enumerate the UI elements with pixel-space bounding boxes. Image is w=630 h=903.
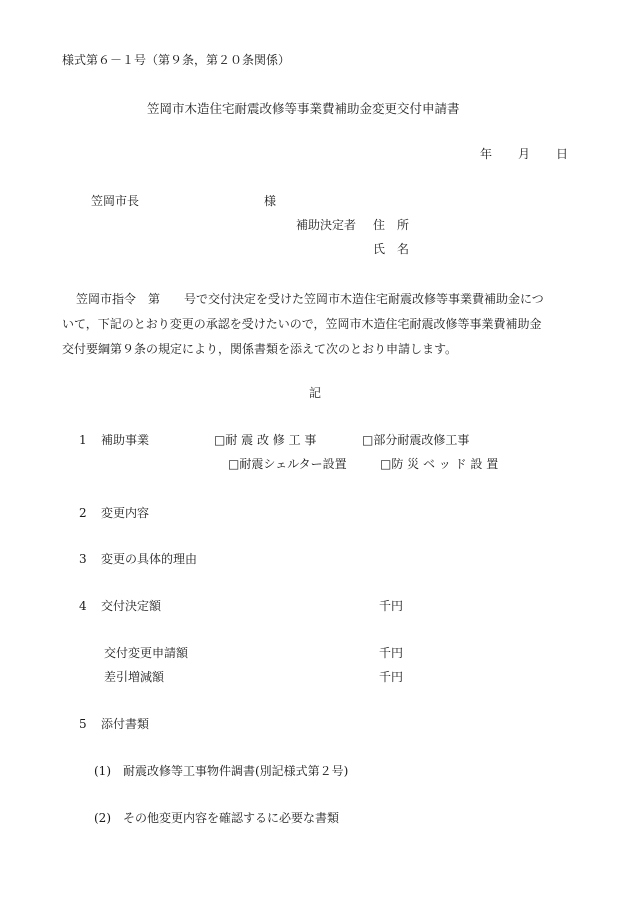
body-line-3: 交付要綱第９条の規定により，関係書類を添えて次のとおり申請します。 <box>62 342 458 356</box>
body-line-2: いて，下記のとおり変更の承認を受けたいので，笠岡市木造住宅耐震改修等事業費補助金 <box>62 317 542 331</box>
item-4-sub2-unit: 千円 <box>379 670 404 684</box>
option-shelter: □耐震シェルター設置 <box>228 457 347 471</box>
item-1-label: 補助事業 <box>101 433 150 447</box>
option-seismic-retrofit: □耐 震 改 修 工 事 <box>214 433 317 447</box>
body-line-1: 笠岡市指令 第 号で交付決定を受けた笠岡市木造住宅耐震改修等事業費補助金につ <box>76 292 544 306</box>
addressee-name: 笠岡市長 <box>91 194 140 208</box>
date-month: 月 <box>518 147 531 161</box>
ki-heading: 記 <box>309 386 322 400</box>
date-day: 日 <box>556 147 569 161</box>
item-3-number: 3 <box>79 552 87 566</box>
item-4-sub2-label: 差引増減額 <box>104 670 165 684</box>
item-4-unit: 千円 <box>379 599 404 613</box>
applicant-address-label: 住 所 <box>373 218 410 232</box>
item-2-number: 2 <box>79 506 87 520</box>
applicant-name-label: 氏 名 <box>373 242 410 256</box>
item-5-number: 5 <box>79 717 87 731</box>
item-4-sub1-unit: 千円 <box>379 646 404 660</box>
item-3-label: 変更の具体的理由 <box>101 552 198 566</box>
option-partial-retrofit: □部分耐震改修工事 <box>362 433 470 447</box>
document-title: 笠岡市木造住宅耐震改修等事業費補助金変更交付申請書 <box>147 101 460 116</box>
form-number: 様式第６－１号（第９条，第２０条関係） <box>62 53 291 67</box>
item-4-sub1-label: 交付変更申請額 <box>104 646 189 660</box>
attachment-2: (2) その他変更内容を確認するに必要な書類 <box>94 811 339 825</box>
option-bed: □防 災 ベ ッ ド 設 置 <box>380 457 499 471</box>
item-1-number: 1 <box>79 433 87 447</box>
date-year: 年 <box>480 147 493 161</box>
item-2-label: 変更内容 <box>101 506 150 520</box>
item-5-label: 添付書類 <box>101 717 150 731</box>
attachment-1: (1) 耐震改修等工事物件調書(別記様式第２号) <box>94 764 349 778</box>
addressee-honorific: 様 <box>264 194 277 208</box>
applicant-label: 補助決定者 <box>296 218 357 232</box>
item-4-label: 交付決定額 <box>101 599 162 613</box>
item-4-number: 4 <box>79 599 87 613</box>
